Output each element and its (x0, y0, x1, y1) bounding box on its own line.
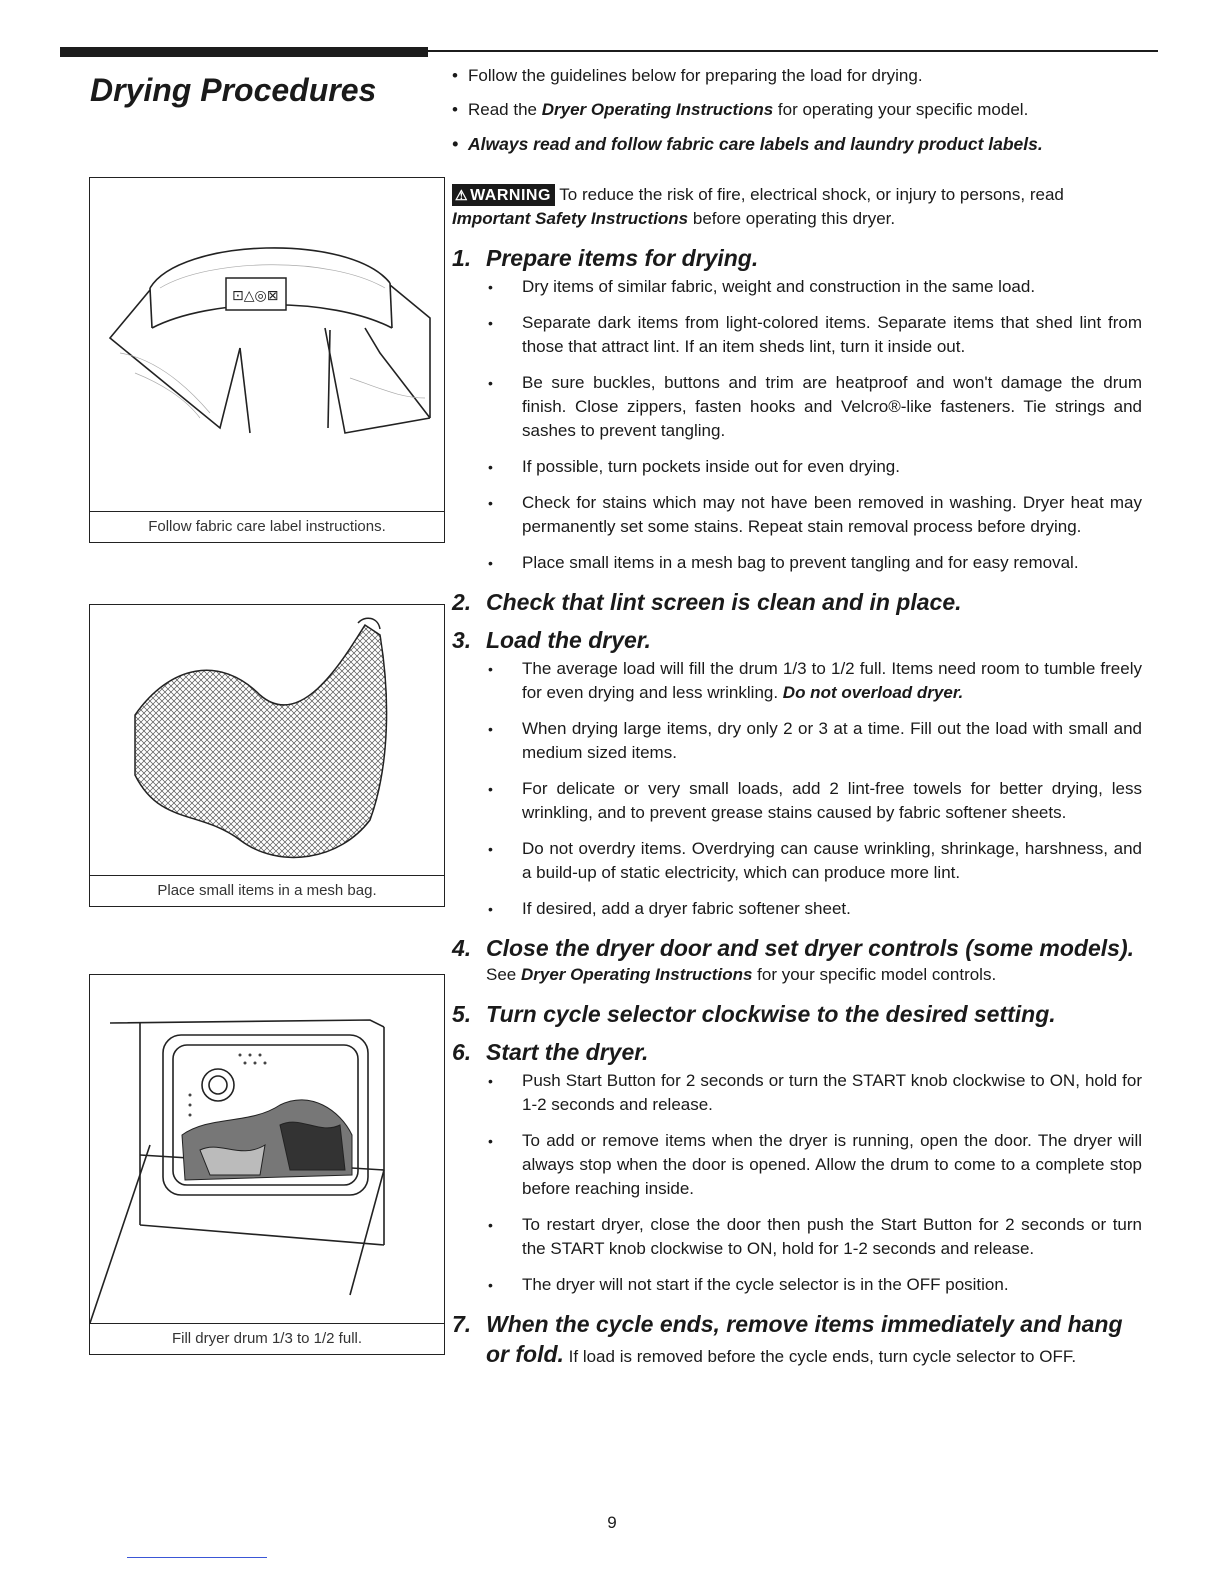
intro-item (450, 98, 1150, 122)
figure-caption: Fill dryer drum 1/3 to 1/2 full. (90, 1323, 444, 1354)
procedure-content (452, 183, 1142, 1372)
bullet-item: • To restart dryer, close the door then push the Start Button for 2 seconds or turn the START knob clockwise to ON, hold for 1-2 seconds and release. (522, 1213, 1142, 1261)
bullet-item: • If possible, turn pockets inside out for even drying. (522, 455, 1142, 479)
mesh-bag-illustration (90, 605, 444, 875)
footer-link-line (127, 1557, 267, 1558)
step-number: 6. (452, 1039, 472, 1065)
header-rule-thin (428, 50, 1158, 52)
bullet-item: • Place small items in a mesh bag to prevent tangling and for easy removal. (522, 551, 1142, 575)
svg-text:⊡△◎⊠: ⊡△◎⊠ (232, 288, 279, 304)
bullet-item (522, 657, 1142, 705)
warning-badge (452, 184, 555, 206)
step-title: Close the dryer door and set dryer controls (some models). (486, 935, 1134, 961)
bullet-text: The average load will fill the drum 1/3 to 1/2 full. Items need room to tumble freely for even drying and less wrinkling. (522, 659, 1142, 702)
intro-item (450, 132, 1150, 156)
step-title: Prepare items for drying. (486, 245, 759, 271)
warning-text: To reduce the risk of fire, electrical shock, or injury to persons, read (554, 185, 1064, 204)
intro-text: Always read and follow fabric care labels and laundry product labels. (468, 134, 1043, 154)
step-3 (452, 625, 1142, 921)
intro-emphasis: Dryer Operating Instructions (541, 100, 774, 119)
step-sub-text: for your specific model controls. (752, 965, 997, 984)
step-title: Load the dryer. (486, 627, 651, 653)
step-title: Start the dryer. (486, 1039, 649, 1065)
step-number: 2. (452, 589, 472, 615)
step-title: Check that lint screen is clean and in place. (486, 589, 962, 615)
figure-shirt-collar (89, 177, 445, 543)
bullet-item: • Do not overdry items. Overdrying can cause wrinkling, shrinkage, harshness, and a build-up of static electricity, which can produce more lint. (522, 837, 1142, 885)
step-sub-emphasis: Dryer Operating Instructions (520, 965, 753, 984)
figure-dryer-drum (89, 974, 445, 1355)
step-bullets (486, 275, 1142, 575)
warning-triangle-icon: ⚠ (455, 187, 469, 203)
step-number: 5. (452, 1001, 472, 1027)
step-7 (452, 1309, 1142, 1372)
bullet-item: • Dry items of similar fabric, weight and construction in the same load. (522, 275, 1142, 299)
header-rule-thick (60, 47, 428, 57)
page-number: 9 (607, 1513, 617, 1532)
bullet-item: • Push Start Button for 2 seconds or turn the START knob clockwise to ON, hold for 1-2 seconds and release. (522, 1069, 1142, 1117)
step-number: 1. (452, 245, 472, 271)
figure-caption: Place small items in a mesh bag. (90, 875, 444, 906)
warning-text: before operating this dryer. (688, 209, 896, 228)
intro-item (450, 64, 1150, 88)
step-number: 7. (452, 1311, 472, 1337)
step-title: Turn cycle selector clockwise to the desired setting. (486, 1001, 1056, 1027)
warning-paragraph (452, 183, 1142, 231)
figure-mesh-bag (89, 604, 445, 907)
dryer-drum-illustration (90, 975, 444, 1323)
bullet-item: • When drying large items, dry only 2 or 3 at a time. Fill out the load with small and medium sized items. (522, 717, 1142, 765)
intro-text: for operating your specific model. (773, 100, 1029, 119)
step-6 (452, 1037, 1142, 1297)
bullet-emphasis: Do not overload dryer. (782, 683, 964, 702)
step-1 (452, 243, 1142, 575)
shirt-collar-illustration (90, 178, 444, 511)
step-sub-text: See (486, 965, 521, 984)
bullet-item: • Separate dark items from light-colored items. Separate items that shed lint from those that attract lint. If an item sheds lint, turn it inside out. (522, 311, 1142, 359)
step-bullets (486, 1069, 1142, 1297)
intro-text: Read the (468, 100, 542, 119)
step-5 (452, 999, 1142, 1029)
section-title: Drying Procedures (90, 72, 377, 108)
intro-text: Follow the guidelines below for preparing the load for drying. (468, 66, 923, 85)
bullet-item: • If desired, add a dryer fabric softener sheet. (522, 897, 1142, 921)
step-2 (452, 587, 1142, 617)
intro-list (450, 64, 1150, 166)
step-number: 3. (452, 627, 472, 653)
bullet-item: • To add or remove items when the dryer is running, open the door. The dryer will always stop when the door is opened. Allow the drum to come to a complete stop before reaching inside. (522, 1129, 1142, 1201)
step-number: 4. (452, 935, 472, 961)
bullet-item: • Be sure buckles, buttons and trim are heatproof and won't damage the drum finish. Close zippers, fasten hooks and Velcro®-like fasteners. Tie strings and sashes to prevent tangling. (522, 371, 1142, 443)
step-4 (452, 933, 1142, 987)
step-title-with-tail (486, 1309, 1142, 1372)
step-bullets (486, 657, 1142, 921)
step-tail-text: If load is removed before the cycle ends, turn cycle selector to OFF. (563, 1347, 1077, 1366)
warning-label: WARNING (470, 187, 551, 204)
bullet-item: • The dryer will not start if the cycle selector is in the OFF position. (522, 1273, 1142, 1297)
step-title: When the cycle ends, remove items immediately and hang or fold. (486, 1311, 1123, 1367)
bullet-item: • Check for stains which may not have been removed in washing. Dryer heat may permanently set some stains. Repeat stain removal process before drying. (522, 491, 1142, 539)
step-subtext (486, 963, 1142, 987)
bullet-item: • For delicate or very small loads, add 2 lint-free towels for better drying, less wrinkling, and to prevent grease stains caused by fabric softener sheets. (522, 777, 1142, 825)
figure-caption: Follow fabric care label instructions. (90, 511, 444, 542)
warning-emphasis: Important Safety Instructions (452, 209, 689, 228)
